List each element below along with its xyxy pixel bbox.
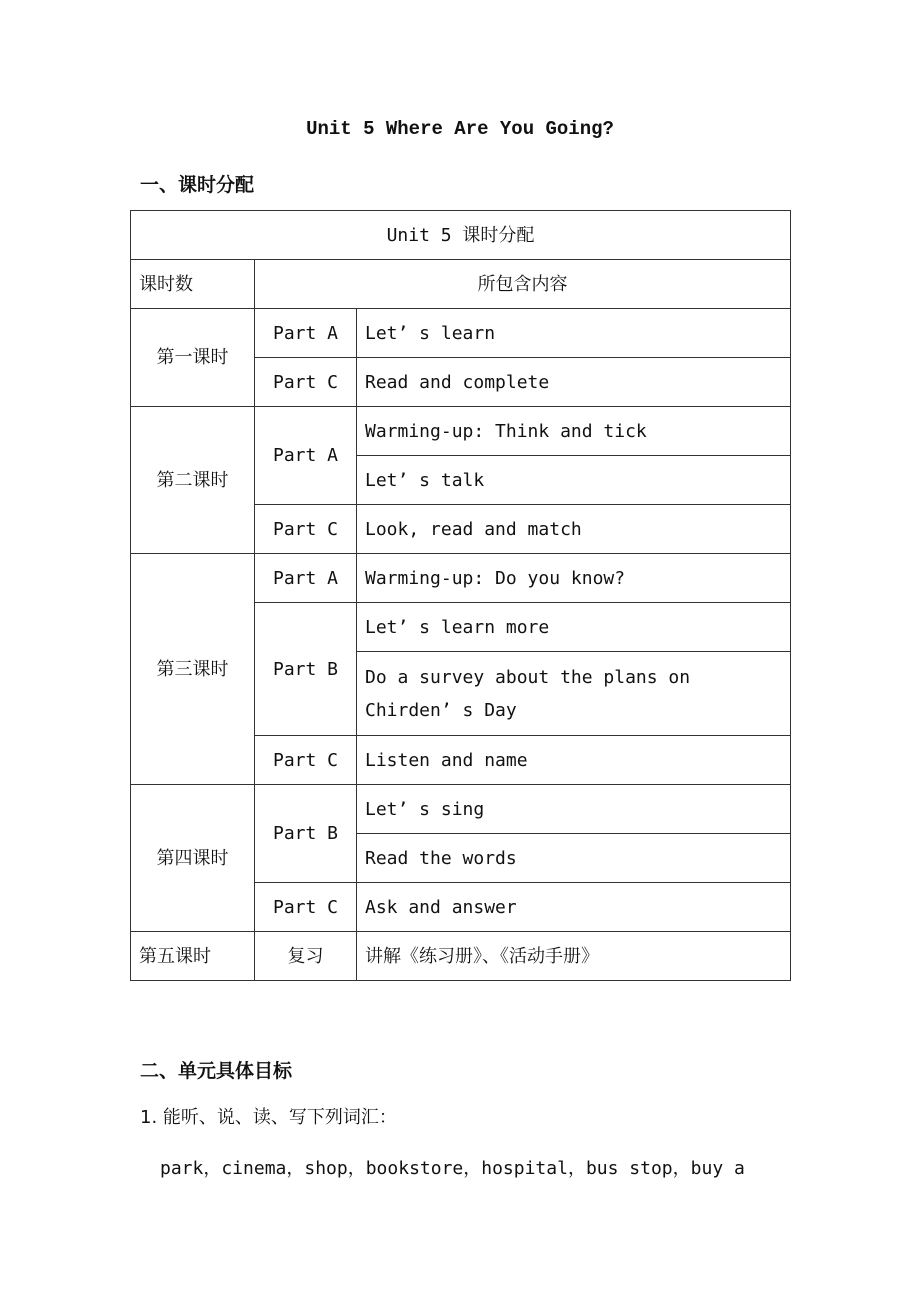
- goal-item-1: 1. 能听、说、读、写下列词汇：: [140, 1107, 397, 1128]
- lesson-name: 第三课时: [131, 554, 255, 785]
- content-item: 讲解《练习册》、《活动手册》: [357, 932, 791, 981]
- part-label: Part B: [255, 603, 357, 736]
- header-content: 所包含内容: [255, 260, 791, 309]
- part-label: Part C: [255, 505, 357, 554]
- lesson-name: 第四课时: [131, 785, 255, 932]
- part-label: Part A: [255, 309, 357, 358]
- table-row: [131, 407, 791, 456]
- table-caption-row: [131, 211, 791, 260]
- content-item: Warming-up: Do you know?: [357, 554, 791, 603]
- table-header-row: [131, 260, 791, 309]
- header-period-count: 课时数: [131, 260, 255, 309]
- content-item: Read and complete: [357, 358, 791, 407]
- part-label: Part C: [255, 736, 357, 785]
- lesson-allocation-table: [130, 210, 791, 981]
- content-item: Ask and answer: [357, 883, 791, 932]
- part-label: Part A: [255, 407, 357, 505]
- table-row: [131, 554, 791, 603]
- lesson-name: 第一课时: [131, 309, 255, 407]
- section-heading-unit-goals: 二、单元具体目标: [140, 1060, 293, 1082]
- content-item: Listen and name: [357, 736, 791, 785]
- content-item: Let’ s learn more: [357, 603, 791, 652]
- content-item: Look, read and match: [357, 505, 791, 554]
- content-item: Read the words: [357, 834, 791, 883]
- table-row: [131, 932, 791, 981]
- part-label: Part C: [255, 883, 357, 932]
- lesson-name: 第二课时: [131, 407, 255, 554]
- section-heading-lesson-allocation: 一、课时分配: [140, 174, 255, 196]
- content-item: Let’ s learn: [357, 309, 791, 358]
- table-row: [131, 785, 791, 834]
- content-item: Warming-up: Think and tick: [357, 407, 791, 456]
- document-title: Unit 5 Where Are You Going?: [306, 118, 614, 140]
- content-item: Let’ s sing: [357, 785, 791, 834]
- content-item: Let’ s talk: [357, 456, 791, 505]
- part-label: Part C: [255, 358, 357, 407]
- part-label: Part A: [255, 554, 357, 603]
- part-label: 复习: [255, 932, 357, 981]
- content-item: Do a survey about the plans on Chirden’ s Day: [357, 652, 791, 736]
- table-caption: Unit 5 课时分配: [131, 211, 791, 260]
- vocabulary-line: park，cinema，shop，bookstore，hospital，bus stop，buy a: [160, 1158, 745, 1179]
- part-label: Part B: [255, 785, 357, 883]
- lesson-name: 第五课时: [131, 932, 255, 981]
- table-row: [131, 309, 791, 358]
